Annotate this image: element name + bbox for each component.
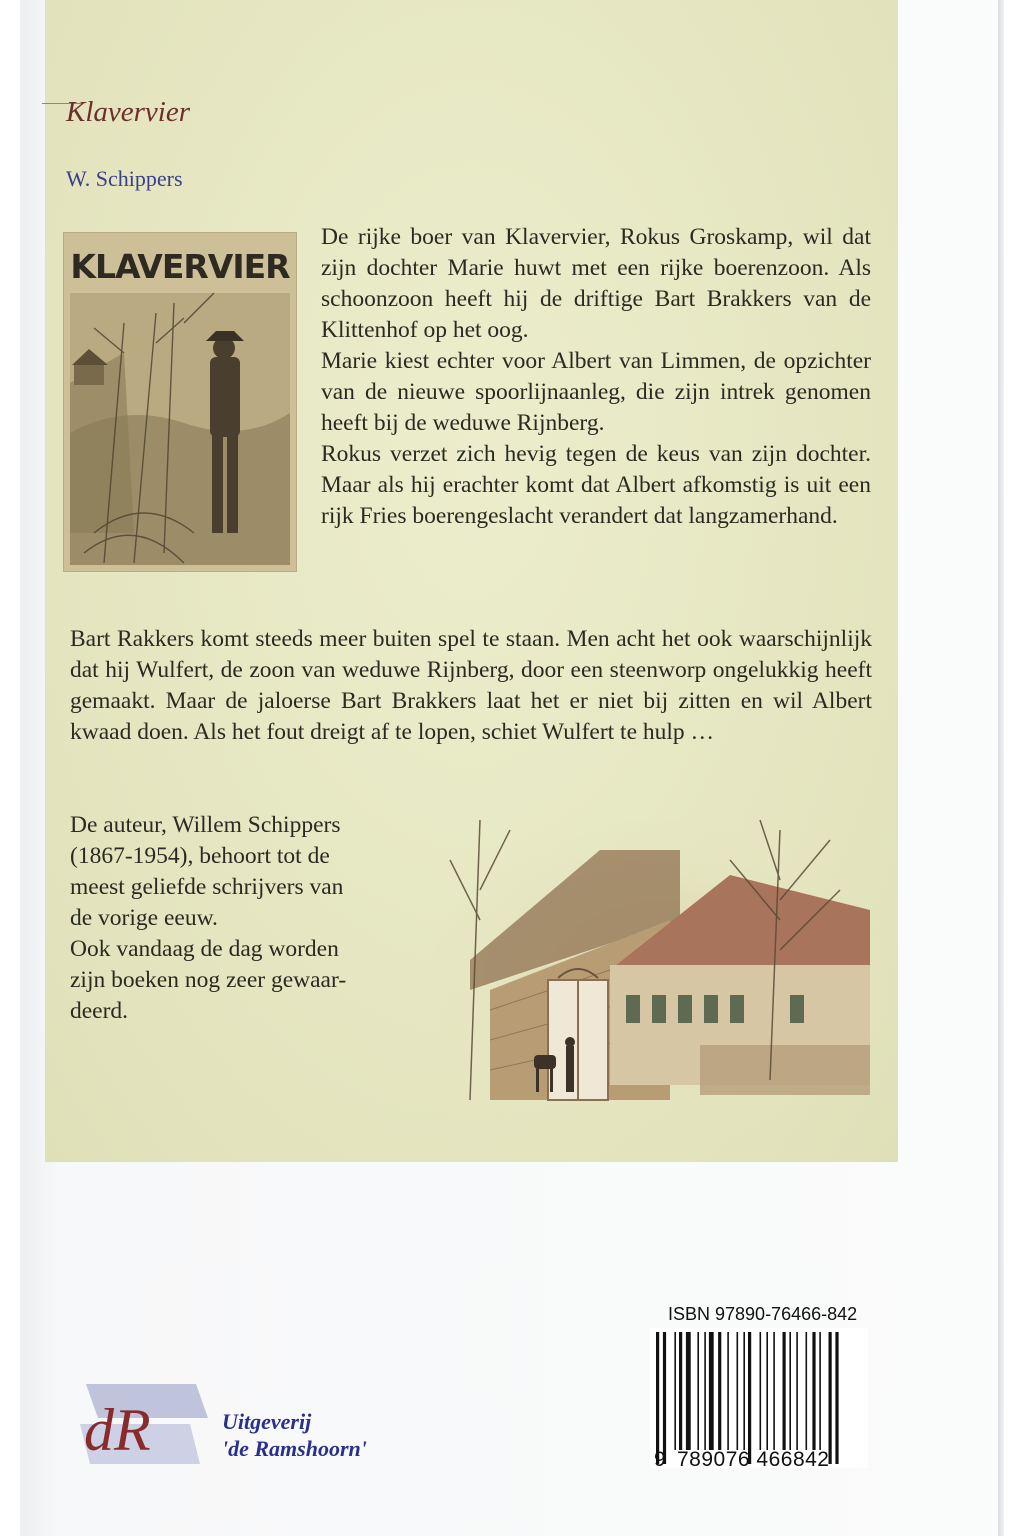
barcode-digit-groups: 789076 466842 [677, 1448, 830, 1471]
publisher-name [222, 1408, 367, 1462]
front-cover-thumbnail [63, 232, 297, 572]
about-author-line: de vorige eeuw. [70, 905, 218, 931]
about-author-line: deerd. [70, 998, 129, 1024]
about-author-line: (1867-1954), behoort tot de [70, 843, 330, 869]
about-author-line: zijn boeken nog zeer gewaar- [70, 967, 347, 993]
publisher-line: Uitgeverij [222, 1409, 312, 1434]
farmhouse-illustration [430, 800, 890, 1140]
about-author-line: De auteur, Willem Schippers [70, 812, 341, 838]
series-title: Klavervier [66, 96, 191, 128]
barcode [650, 1328, 868, 1468]
about-author-line: Ook vandaag de dag worden [70, 936, 339, 962]
publisher-logo-icon [76, 1378, 212, 1474]
author-name: W. Schippers [66, 166, 183, 191]
barcode-first-digit: 9 [654, 1448, 667, 1471]
spine-edge [998, 0, 1004, 1536]
about-author [70, 810, 422, 1027]
logo-lettering: dR [84, 1397, 151, 1463]
blurb-paragraph: De rijke boer van Klavervier, Rokus Groskamp, wil dat zijn dochter Marie huwt met een rijke boerenzoon. Als schoonzoon heeft hij de driftige Bart Brakkers van de Klittenhof op het oog. [321, 224, 871, 343]
about-author-line: meest geliefde schrijvers van [70, 874, 344, 900]
cover-title: KLAVERVIER [70, 247, 290, 286]
blurb-paragraph: Bart Rakkers komt steeds meer buiten spel te staan. Men acht het ook waarschijnlijk dat hij Wulfert, de zoon van weduwe Rijnberg, door een steenworp ongelukkig heeft gemaakt. Maar de jaloerse Bart Brakkers laat het er niet bij zitten en wil Albert kwaad doen. Als het fout dreigt af te lopen, schiet Wulfert te hulp … [70, 626, 872, 745]
blurb-full-width [70, 624, 872, 748]
blurb-paragraph: Marie kiest echter voor Albert van Limmen, de opzichter van de nieuwe spoorlijnaanleg, die zijn intrek genomen heeft bij de weduwe Rijnberg. [321, 348, 871, 436]
publisher-line: 'de Ramshoorn' [222, 1436, 367, 1461]
isbn-label: ISBN 97890-76466-842 [668, 1304, 858, 1324]
blurb-paragraph: Rokus verzet zich hevig tegen de keus van zijn dochter. Maar als hij erachter komt dat Albert afkomstig is uit een rijk Fries boerengeslacht verandert dat langzamerhand. [321, 441, 871, 529]
blurb-right-column [321, 222, 871, 532]
